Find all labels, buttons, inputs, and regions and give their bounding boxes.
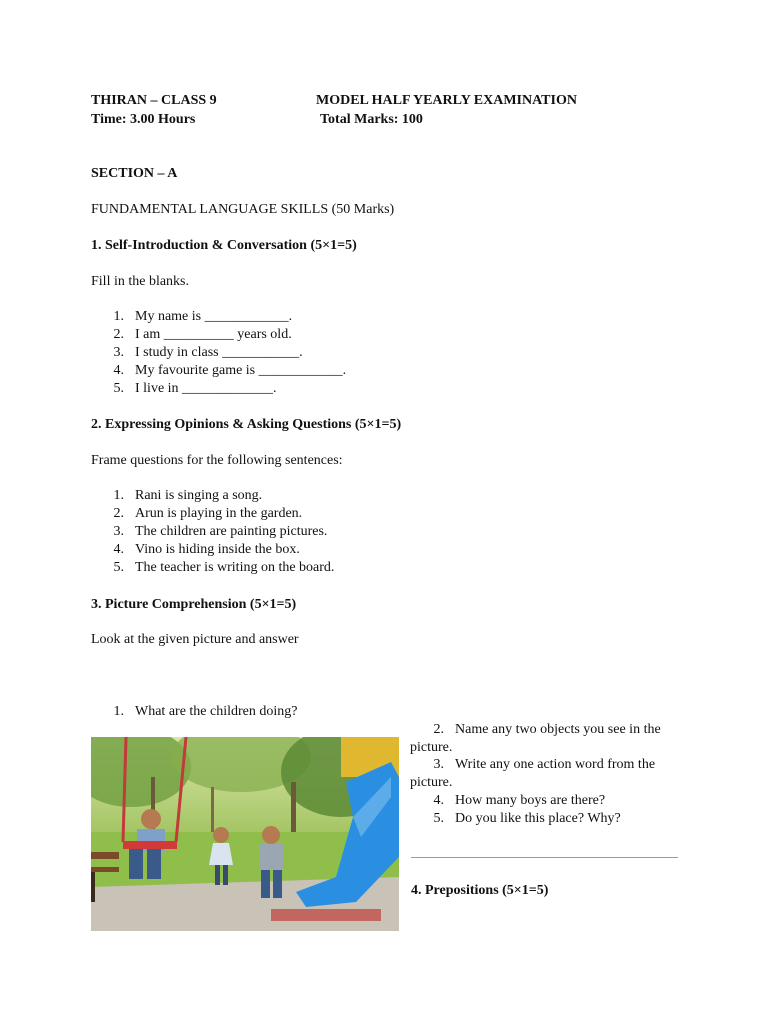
list-item-number: 5. [433,811,444,826]
list-item: What are the children doing? [135,704,298,719]
list-item: Arun is playing in the garden. [135,506,303,521]
q3-instruction: Look at the given picture and answer [91,632,299,647]
list-item: Rani is singing a song. [135,488,263,503]
q2-instruction: Frame questions for the following sentences: [91,453,343,468]
list-item-number: 2. [433,722,444,737]
list-item-number: 4. [113,542,124,557]
list-item: I am __________ years old. [135,327,292,342]
list-item: The children are painting pictures. [135,524,328,539]
list-item: How many boys are there? [455,793,606,808]
playground-picture [91,737,399,931]
list-item-continuation: picture. [410,740,453,755]
list-item-number: 4. [113,363,124,378]
list-item-number: 2. [113,327,124,342]
list-item: Write any one action word from the [455,757,656,772]
exam-time: Time: 3.00 Hours [91,112,196,127]
q1-title: 1. Self-Introduction & Conversation (5×1=5) [91,238,357,253]
list-item-number: 3. [433,757,444,772]
list-item: Name any two objects you see in the [455,722,661,737]
list-item: Do you like this place? Why? [455,811,621,826]
list-item-number: 1. [113,488,124,503]
list-item-number: 5. [113,560,124,575]
list-item: Vino is hiding inside the box. [135,542,300,557]
q1-instruction: Fill in the blanks. [91,274,189,289]
exam-title: MODEL HALF YEARLY EXAMINATION [316,93,577,108]
list-item-continuation: picture. [410,775,453,790]
list-item-number: 2. [113,506,124,521]
list-item-number: 3. [113,524,124,539]
list-item-number: 1. [113,309,124,324]
horizontal-divider [411,857,678,858]
total-marks: Total Marks: 100 [320,112,423,127]
section-title: SECTION – A [91,166,178,181]
list-item-number: 4. [433,793,444,808]
list-item-number: 1. [113,704,124,719]
list-item: The teacher is writing on the board. [135,560,335,575]
list-item: I live in _____________. [135,381,277,396]
list-item: My name is ____________. [135,309,293,324]
q3-title: 3. Picture Comprehension (5×1=5) [91,597,297,612]
list-item: I study in class ___________. [135,345,303,360]
list-item: My favourite game is ____________. [135,363,347,378]
list-item-number: 5. [113,381,124,396]
list-item-number: 3. [113,345,124,360]
q4-title: 4. Prepositions (5×1=5) [411,883,549,898]
part-title: FUNDAMENTAL LANGUAGE SKILLS (50 Marks) [91,202,395,217]
q2-title: 2. Expressing Opinions & Asking Questions (5×1=5) [91,417,402,432]
school-class-heading: THIRAN – CLASS 9 [91,93,217,108]
